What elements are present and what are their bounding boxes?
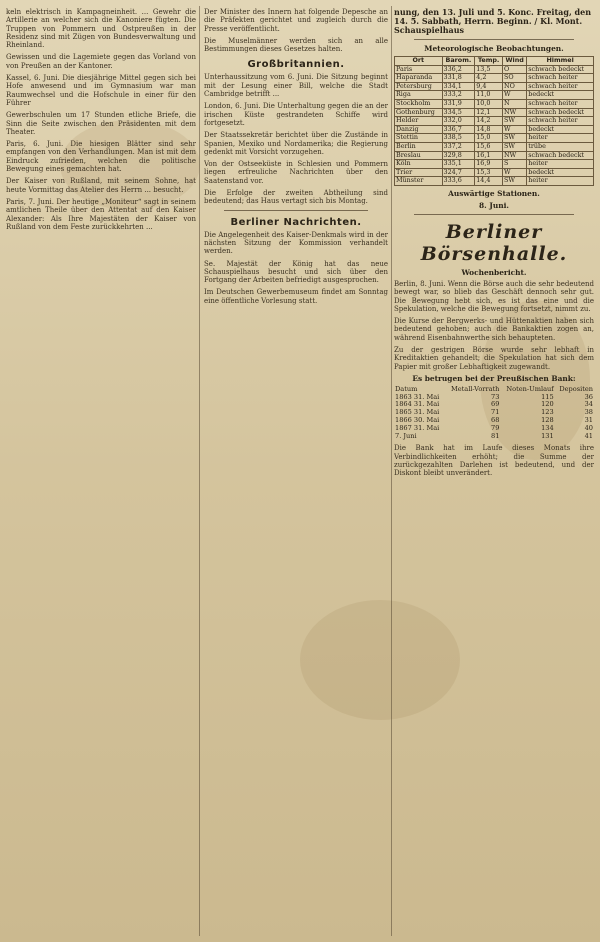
table-cell: bedeckt [527, 168, 594, 177]
news-item: Im Deutschen Gewerbemuseum findet am Sonntag eine öffentliche Vorlesung statt. [204, 288, 388, 305]
table-cell: 4,2 [475, 74, 503, 83]
table-cell: 79 [491, 423, 500, 432]
article-paragraph: Paris, 6. Juni. Die hiesigen Blätter sind sehr empfangen von den Verhandlungen. Man ist mit dem Eindruck zufrieden, welchen die politische Bewegung eines gemachten hat. [6, 140, 196, 174]
table-cell: Stockholm [395, 99, 443, 108]
table-cell: Münster [395, 177, 443, 186]
table-cell: 331,9 [442, 99, 475, 108]
article-paragraph: Gewissen und die Lagemiete gegen das Vorland von von Preußen an der Kantoner. [6, 53, 196, 70]
table-cell: NW [503, 151, 527, 160]
section-heading-berlin-news: Berliner Nachrichten. [230, 216, 362, 228]
table-cell: 11,0 [475, 91, 503, 100]
table-cell: Paris [395, 65, 443, 74]
table-row [395, 74, 594, 83]
table-cell: 128 [541, 416, 554, 425]
table-cell: 40 [584, 423, 593, 432]
table-cell: schwach heiter [527, 74, 594, 83]
table-cell: 1866 30. Mai [395, 416, 440, 425]
table-cell: Berlin [395, 142, 443, 151]
table-cell: 333,2 [442, 91, 475, 100]
column-1 [6, 8, 196, 932]
table-cell: 36 [584, 392, 593, 401]
table-cell: heiter [527, 134, 594, 143]
column-rule [391, 6, 392, 936]
table-row [395, 168, 594, 177]
table-cell: N [503, 99, 527, 108]
table-cell: SW [503, 177, 527, 186]
table-header-cell: Datum [395, 384, 418, 393]
table-cell: 131 [541, 431, 554, 440]
table-row [395, 160, 594, 169]
table-row [395, 117, 594, 126]
table-cell: 338,5 [442, 134, 475, 143]
table-header-cell: Wind [503, 57, 527, 66]
bank-table [394, 386, 594, 441]
table-cell: 34 [584, 400, 593, 409]
table-cell: 71 [491, 408, 500, 417]
article-paragraph: Die Erfolge der zweiten Abtheilung sind bedeutend; das Haus vertagt sich bis Montag. [204, 189, 388, 206]
table-cell: 41 [584, 431, 593, 440]
foreign-stations-heading: Auswärtige Stationen. [448, 188, 540, 198]
table-cell: SW [503, 142, 527, 151]
table-cell: 1865 31. Mai [395, 408, 440, 417]
table-cell: 14,4 [475, 177, 503, 186]
table-cell: 1864 31. Mai [395, 400, 440, 409]
table-cell: 13,5 [475, 65, 503, 74]
table-row [395, 177, 594, 186]
table-row [395, 99, 594, 108]
table-cell: 336,7 [442, 125, 475, 134]
table-cell: 331,8 [442, 74, 475, 83]
table-cell: 16,9 [475, 160, 503, 169]
article-paragraph: Unterhaussitzung vom 6. Juni. Die Sitzung beginnt mit der Lesung einer Bill, welche die Stadt Cambridge betrifft ... [204, 73, 388, 99]
table-cell: schwach heiter [527, 82, 594, 91]
table-cell: 333,6 [442, 177, 475, 186]
table-cell: 12,1 [475, 108, 503, 117]
table-header-cell: Himmel [527, 57, 594, 66]
table-cell: schwach heiter [527, 99, 594, 108]
table-cell: W [503, 125, 527, 134]
table-cell: 10,0 [475, 99, 503, 108]
table-cell: trübe [527, 142, 594, 151]
table-cell: schwach bedeckt [527, 108, 594, 117]
table-header-row [395, 57, 594, 66]
table-header-cell: Metall-Vorrath [450, 384, 500, 393]
table-cell: 16,1 [475, 151, 503, 160]
table-cell: heiter [527, 160, 594, 169]
table-cell: 14,8 [475, 125, 503, 134]
table-cell: Helder [395, 117, 443, 126]
table-cell: bedeckt [527, 91, 594, 100]
table-cell: W [503, 91, 527, 100]
table-cell: 68 [491, 416, 500, 425]
article-paragraph: Der Minister des Innern hat folgende Depesche an die Präfekten gerichtet und zugleich durch die Presse veröffentlicht. [204, 8, 388, 33]
weather-table-body [395, 65, 594, 185]
article-paragraph: Gewerbschulen um 17 Stunden etliche Briefe, die Sinn die Seite zwischen den Präsidenten mit dem Theater. [6, 111, 196, 136]
table-cell: Breslau [395, 151, 443, 160]
divider [414, 39, 574, 40]
table-row [395, 151, 594, 160]
table-cell: 7. Juni [395, 431, 417, 440]
section-heading-britain: Großbritannien. [247, 59, 345, 71]
table-cell: Köln [395, 160, 443, 169]
market-paragraph: Berlin, 8. Juni. Wenn die Börse auch die sehr bedeutend bewegt war, so blieb das Geschäft dennoch sehr gut. Die Bewegung hebt sich, es ist das eine und die Spekulation, welche die Bewegung fortsetzt, nimmt zu. [394, 279, 594, 313]
table-cell: 134 [541, 423, 554, 432]
article-paragraph: Die Muselmänner werden sich an alle Bestimmungen dieses Gesetzes halten. [204, 36, 388, 54]
table-cell: Gothenburg [395, 108, 443, 117]
table-header-cell: Barom. [442, 57, 475, 66]
table-row [394, 433, 594, 441]
table-row [395, 142, 594, 151]
closing-paragraph: Die Bank hat im Laufe dieses Monats ihre Verbindlichkeiten erhöht; die Summe der zurückgezahlten Darlehen ist bedeutend, und der Diskont bleibt unverändert. [394, 444, 594, 478]
table-cell: 332,0 [442, 117, 475, 126]
table-cell: 123 [541, 408, 554, 417]
table-cell: 1863 31. Mai [395, 392, 440, 401]
table-cell: SW [503, 117, 527, 126]
table-header-cell: Noten-Umlauf [506, 384, 554, 393]
table-cell: 15,6 [475, 142, 503, 151]
article-paragraph: Von der Ostseeküste in Schlesien und Pommern liegen erfreuliche Nachrichten über den Saatenstand vor. [204, 160, 388, 185]
table-cell: 115 [541, 392, 554, 401]
table-cell: 329,8 [442, 151, 475, 160]
table-cell: 73 [491, 392, 500, 401]
table-cell: Riga [395, 91, 443, 100]
column-2 [204, 8, 388, 932]
table-cell: Stettin [395, 134, 443, 143]
divider [414, 214, 574, 215]
table-cell: NO [503, 82, 527, 91]
table-cell: 336,2 [442, 65, 475, 74]
bank-table-heading: Es betrugen bei der Preußischen Bank: [412, 373, 576, 383]
table-cell: Haparanda [395, 74, 443, 83]
column-rule [199, 6, 200, 936]
table-cell: bedeckt [527, 125, 594, 134]
table-cell: W [503, 168, 527, 177]
table-cell: Petersburg [395, 82, 443, 91]
article-paragraph: Kassel, 6. Juni. Die diesjährige Mittel gegen sich bei Hofe anwesend und im Gymnasium war man Raumwechsel und die Hofschule in einer für den Führer [6, 74, 196, 107]
table-cell: 69 [491, 400, 500, 409]
table-row [395, 134, 594, 143]
market-paragraph: Zu der gestrigen Börse wurde sehr lebhaft in Kreditaktien gehandelt; die Spekulation hat sich dem Papier mit großer Lebhaftigkeit zugewandt. [394, 345, 594, 371]
foreign-stations-date: 8. Juni. [479, 200, 509, 210]
weather-heading: Meteorologische Beobachtungen. [424, 44, 564, 53]
news-item: Se. Majestät der König hat das neue Schauspielhaus besucht und sich über den Fortgang der Arbeiten befriedigt ausgesprochen. [204, 259, 388, 285]
boersenhalle-title: Berliner Börsenhalle. [420, 220, 568, 265]
table-cell: 334,1 [442, 82, 475, 91]
bank-table-body [394, 394, 594, 441]
table-cell: NW [503, 108, 527, 117]
table-cell: 38 [584, 408, 593, 417]
table-cell: 335,1 [442, 160, 475, 169]
table-cell: 337,2 [442, 142, 475, 151]
table-cell: schwach bedeckt [527, 65, 594, 74]
table-header-cell: Temp. [475, 57, 503, 66]
column-3 [394, 8, 594, 932]
table-cell: SW [503, 134, 527, 143]
weather-table [394, 56, 594, 186]
table-row [395, 125, 594, 134]
table-cell: 120 [541, 400, 554, 409]
table-cell: 15,0 [475, 134, 503, 143]
table-cell: 1867 31. Mai [395, 423, 440, 432]
table-cell: schwach heiter [527, 117, 594, 126]
divider [224, 210, 368, 211]
table-header-cell: Depositen [559, 384, 593, 393]
table-cell: Trier [395, 168, 443, 177]
article-paragraph: London, 6. Juni. Die Unterhaltung gegen die an der irischen Küste gestrandeten Schiffe wird fortgesetzt. [204, 102, 388, 127]
article-paragraph: Der Kaiser von Rußland, mit seinem Sohne, hat heute Vormittag das Atelier des Herrn ... besucht. [6, 177, 196, 194]
market-paragraph: Die Kurse der Bergwerks- und Hüttenaktien haben sich bedeutend gehoben; auch die Bankaktien zogen an, während Eisenbahnwerthe sich behaupteten. [394, 317, 594, 342]
table-cell: 81 [491, 431, 500, 440]
article-paragraph: Paris, 7. Juni. Der heutige „Moniteur“ sagt in seinem amtlichen Theile über den Attentat auf den Kaiser Alexander: Als Ihre Majestäten der Kaiser von Rußland von dem Feste zurückkehrten ... [6, 197, 196, 231]
news-item: Die Angelegenheit des Kaiser-Denkmals wird in der nächsten Sitzung der Kommission verhandelt werden. [204, 230, 388, 256]
table-header-cell: Ort [395, 57, 443, 66]
table-cell: 31 [584, 416, 593, 425]
theatre-notice: nung, den 13. Juli und 5. Konc. Freitag, den 14. 5. Sabbath, Herrn. Beginn. / Kl. Mont. Schauspielhaus [394, 8, 592, 35]
article-paragraph: Der Staatssekretär berichtet über die Zustände in Spanien, Mexiko und Nordamerika; die Regierung gedenkt mit Vorsicht vorzugehen. [204, 131, 388, 156]
table-cell: 334,5 [442, 108, 475, 117]
wochenbericht-heading: Wochenbericht. [461, 267, 527, 277]
table-row [395, 82, 594, 91]
table-cell: 14,2 [475, 117, 503, 126]
table-cell: 324,7 [442, 168, 475, 177]
article-paragraph: keln elektrisch in Kampagneinheit. ... Gewehr die Artillerie an welcher sich die Kanoniere fügten. Die Truppen von Pommern und Ostpreußen in der Residenz sind mit Zügen von Bundesverwaltung und Rheinland. [6, 8, 196, 50]
table-cell: O [503, 65, 527, 74]
table-cell: SO [503, 74, 527, 83]
table-cell: S [503, 160, 527, 169]
table-cell: Danzig [395, 125, 443, 134]
table-cell: 9,4 [475, 82, 503, 91]
table-cell: heiter [527, 177, 594, 186]
table-cell: schwach bedeckt [527, 151, 594, 160]
table-cell: 15,3 [475, 168, 503, 177]
